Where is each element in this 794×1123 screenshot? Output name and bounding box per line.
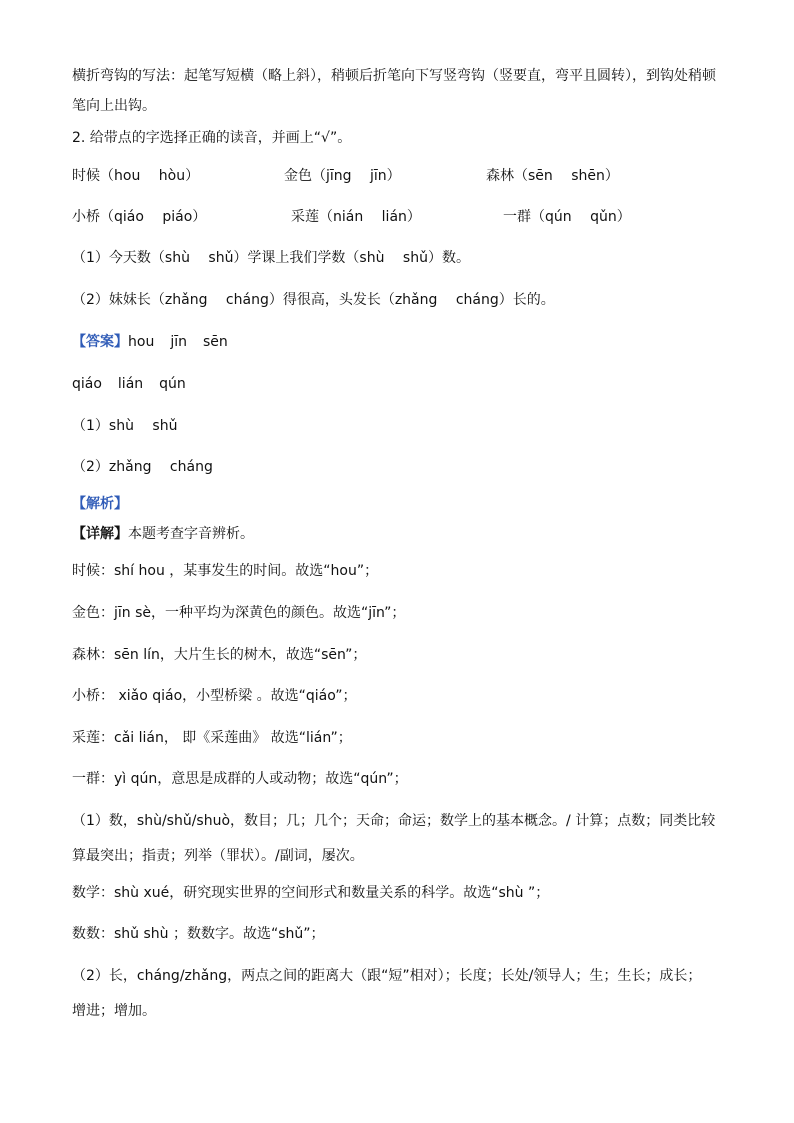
option-cailian: 采莲（nián lián） (291, 209, 421, 225)
option-jinse: 金色（jīng jīn） (284, 168, 401, 184)
analysis-line: 采莲：cǎi lián， 即《采莲曲》 故选“lián”； (72, 730, 352, 746)
option-shihou: 时候（hou hòu） (72, 168, 200, 184)
analysis-line: 森林：sēn lín，大片生长的树木，故选“sēn”； (72, 647, 367, 663)
sub-question-2: （2）妹妹长（zhǎng cháng）得很高，头发长（zhǎng cháng）长的。 (72, 292, 555, 308)
question-title: 2. 给带点的字选择正确的读音，并画上“√”。 (72, 130, 352, 146)
intro-line-1: 横折弯钩的写法：起笔写短横（略上斜），稍顿后折笔向下写竖弯钩（竖要直，弯平且圆转），到钩处稍顿 (72, 68, 716, 84)
analysis-line: 一群：yì qún，意思是成群的人或动物；故选“qún”； (72, 771, 408, 787)
answer-line-2 (72, 374, 186, 394)
answer-tag: 【答案】 (72, 334, 128, 350)
answer-item: sēn (202, 334, 228, 350)
answer-line-3: （1）shù shǔ (72, 418, 178, 434)
option-xiaoqiao: 小桥（qiáo piáo） (72, 209, 207, 225)
analysis-line: 算最突出；指责；列举（罪状）。/副词，屡次。 (72, 848, 364, 864)
analysis-line: 小桥： xiǎo qiáo，小型桥梁 。故选“qiáo”； (72, 688, 357, 704)
sub-question-1: （1）今天数（shù shǔ）学课上我们学数（shù shǔ）数。 (72, 250, 470, 266)
analysis-line: 数学：shù xué，研究现实世界的空间形式和数量关系的科学。故选“shù ”； (72, 885, 550, 901)
answer-item: qiáo (72, 376, 102, 392)
answer-line-1 (72, 332, 228, 352)
answer-item: hou (128, 334, 155, 350)
option-senlin: 森林（sēn shēn） (486, 168, 619, 184)
analysis-line: 数数：shǔ shù ；数数字。故选“shǔ”； (72, 926, 325, 942)
answer-item: jīn (170, 334, 187, 350)
answer-line-4: （2）zhǎng cháng (72, 459, 213, 475)
analysis-line: 金色：jīn sè，一种平均为深黄色的颜色。故选“jīn”； (72, 605, 406, 621)
detail-line (72, 524, 254, 544)
option-yiqun: 一群（qún qǔn） (503, 209, 631, 225)
analysis-tag: 【解析】 (72, 496, 128, 512)
analysis-line: 时候：shí hou ，某事发生的时间。故选“hou”； (72, 563, 379, 579)
analysis-line: （1）数，shù/shǔ/shuò，数目；几；几个；天命；命运；数学上的基本概念。/ 计算；点数；同类比较 (72, 813, 716, 829)
intro-line-2: 笔向上出钩。 (72, 98, 156, 114)
detail-text: 本题考查字音辨析。 (128, 526, 254, 542)
answer-item: lián (117, 376, 144, 392)
detail-tag: 【详解】 (72, 526, 128, 542)
answer-item: qún (159, 376, 186, 392)
analysis-line: 增进；增加。 (72, 1003, 156, 1019)
analysis-line: （2）长，cháng/zhǎng，两点之间的距离大（跟“短”相对）；长度；长处/领导人；生；生长；成长； (72, 968, 702, 984)
